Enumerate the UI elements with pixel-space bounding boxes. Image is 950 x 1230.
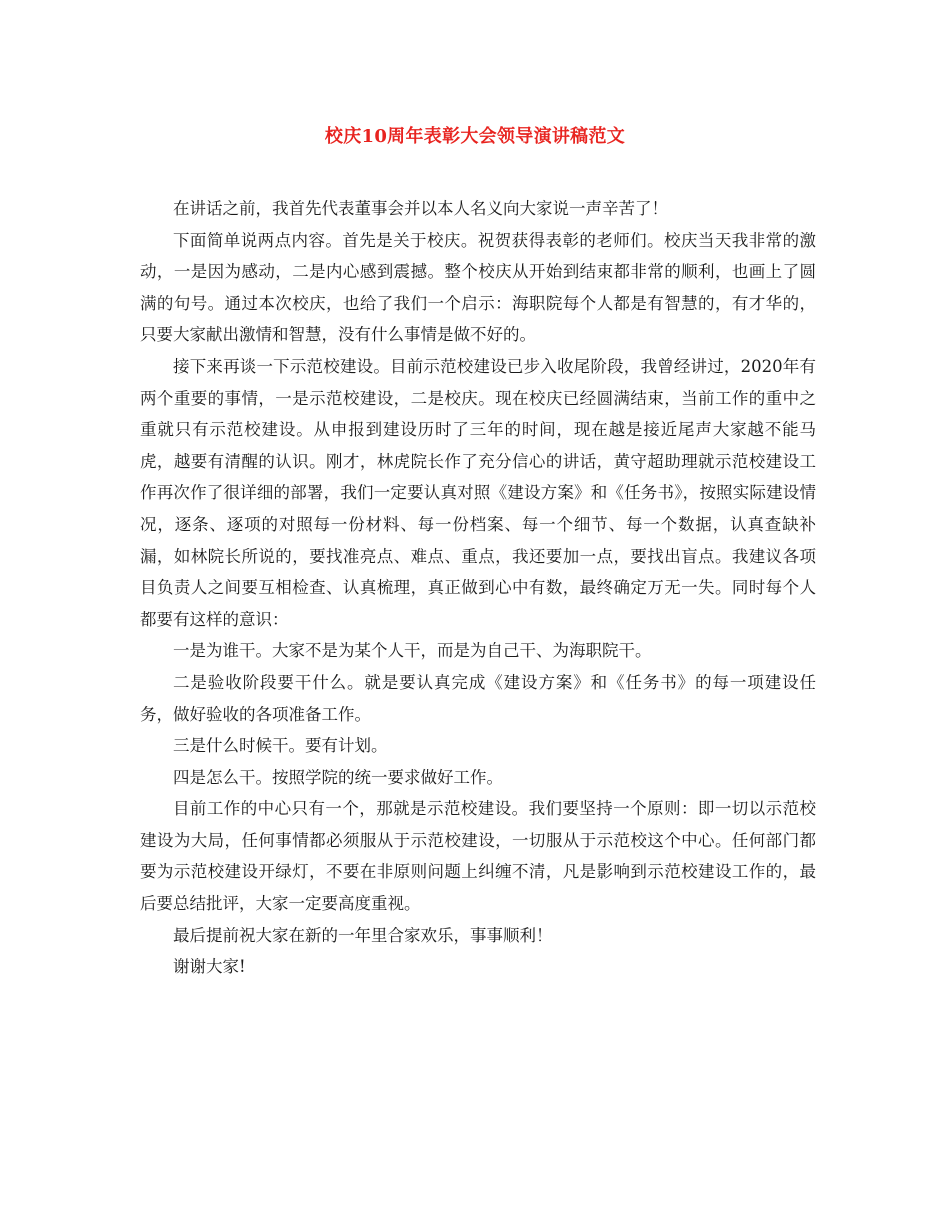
document-title: 校庆10周年表彰大会领导演讲稿范文 — [324, 126, 626, 147]
paragraph-point-two: 二是验收阶段要干什么。就是要认真完成《建设方案》和《任务书》的每一项建设任务，做好验收的各项准备工作。 — [140, 672, 816, 724]
paragraph-greeting: 在讲话之前，我首先代表董事会并以本人名义向大家说一声辛苦了！ — [173, 199, 668, 218]
paragraph-model-school: 接下来再谈一下示范校建设。目前示范校建设已步入收尾阶段，我曾经讲过，2020年有两个重要的事情，一是示范校建设，二是校庆。现在校庆已经圆满结束，当前工作的重中之重就只有示范校建设。从申报到建设历时了三年的时间，现在越是接近尾声大家越不能马虎，越要有清醒的认识。刚才，林虎院长作了充分信心的讲话，黄守超助理就示范校建设工作再次作了很详细的部署，我们一定要认真对照《建设方案》和《任务书》，按照实际建设情况，逐条、逐项的对照每一份材料、每一份档案、每一个细节、每一个数据，认真查缺补漏，如林院长所说的，要找准亮点、难点、重点，我还要加一点，要找出盲点。我建议各项目负责人之间要互相检查、认真梳理，真正做到心中有数，最终确定万无一失。同时每个人都要有这样的意识： — [140, 356, 816, 629]
document-body — [140, 193, 816, 983]
paragraph-point-three: 三是什么时候干。要有计划。 — [173, 736, 388, 756]
paragraph-anniversary: 下面简单说两点内容。首先是关于校庆。祝贺获得表彰的老师们。校庆当天我非常的激动，一是因为感动，二是内心感到震撼。整个校庆从开始到结束都非常的顺利，也画上了圆满的句号。通过本次校庆，也给了我们一个启示：海职院每个人都是有智慧的，有才华的，只要大家献出激情和智慧，没有什么事情是做不好的。 — [140, 230, 816, 345]
paragraph-work-center: 目前工作的中心只有一个，那就是示范校建设。我们要坚持一个原则：即一切以示范校建设为大局，任何事情都必须服从于示范校建设，一切服从于示范校这个中心。任何部门都要为示范校建设开绿灯，不要在非原则问题上纠缠不清，凡是影响到示范校建设工作的，最后要总结批评，大家一定要高度重视。 — [140, 799, 816, 914]
paragraph-point-four: 四是怎么干。按照学院的统一要求做好工作。 — [173, 767, 503, 787]
paragraph-point-one: 一是为谁干。大家不是为某个人干，而是为自己干、为海职院干。 — [173, 641, 652, 661]
paragraph-thanks: 谢谢大家! — [173, 957, 246, 977]
paragraph-wishes: 最后提前祝大家在新的一年里合家欢乐，事事顺利！ — [173, 925, 553, 945]
